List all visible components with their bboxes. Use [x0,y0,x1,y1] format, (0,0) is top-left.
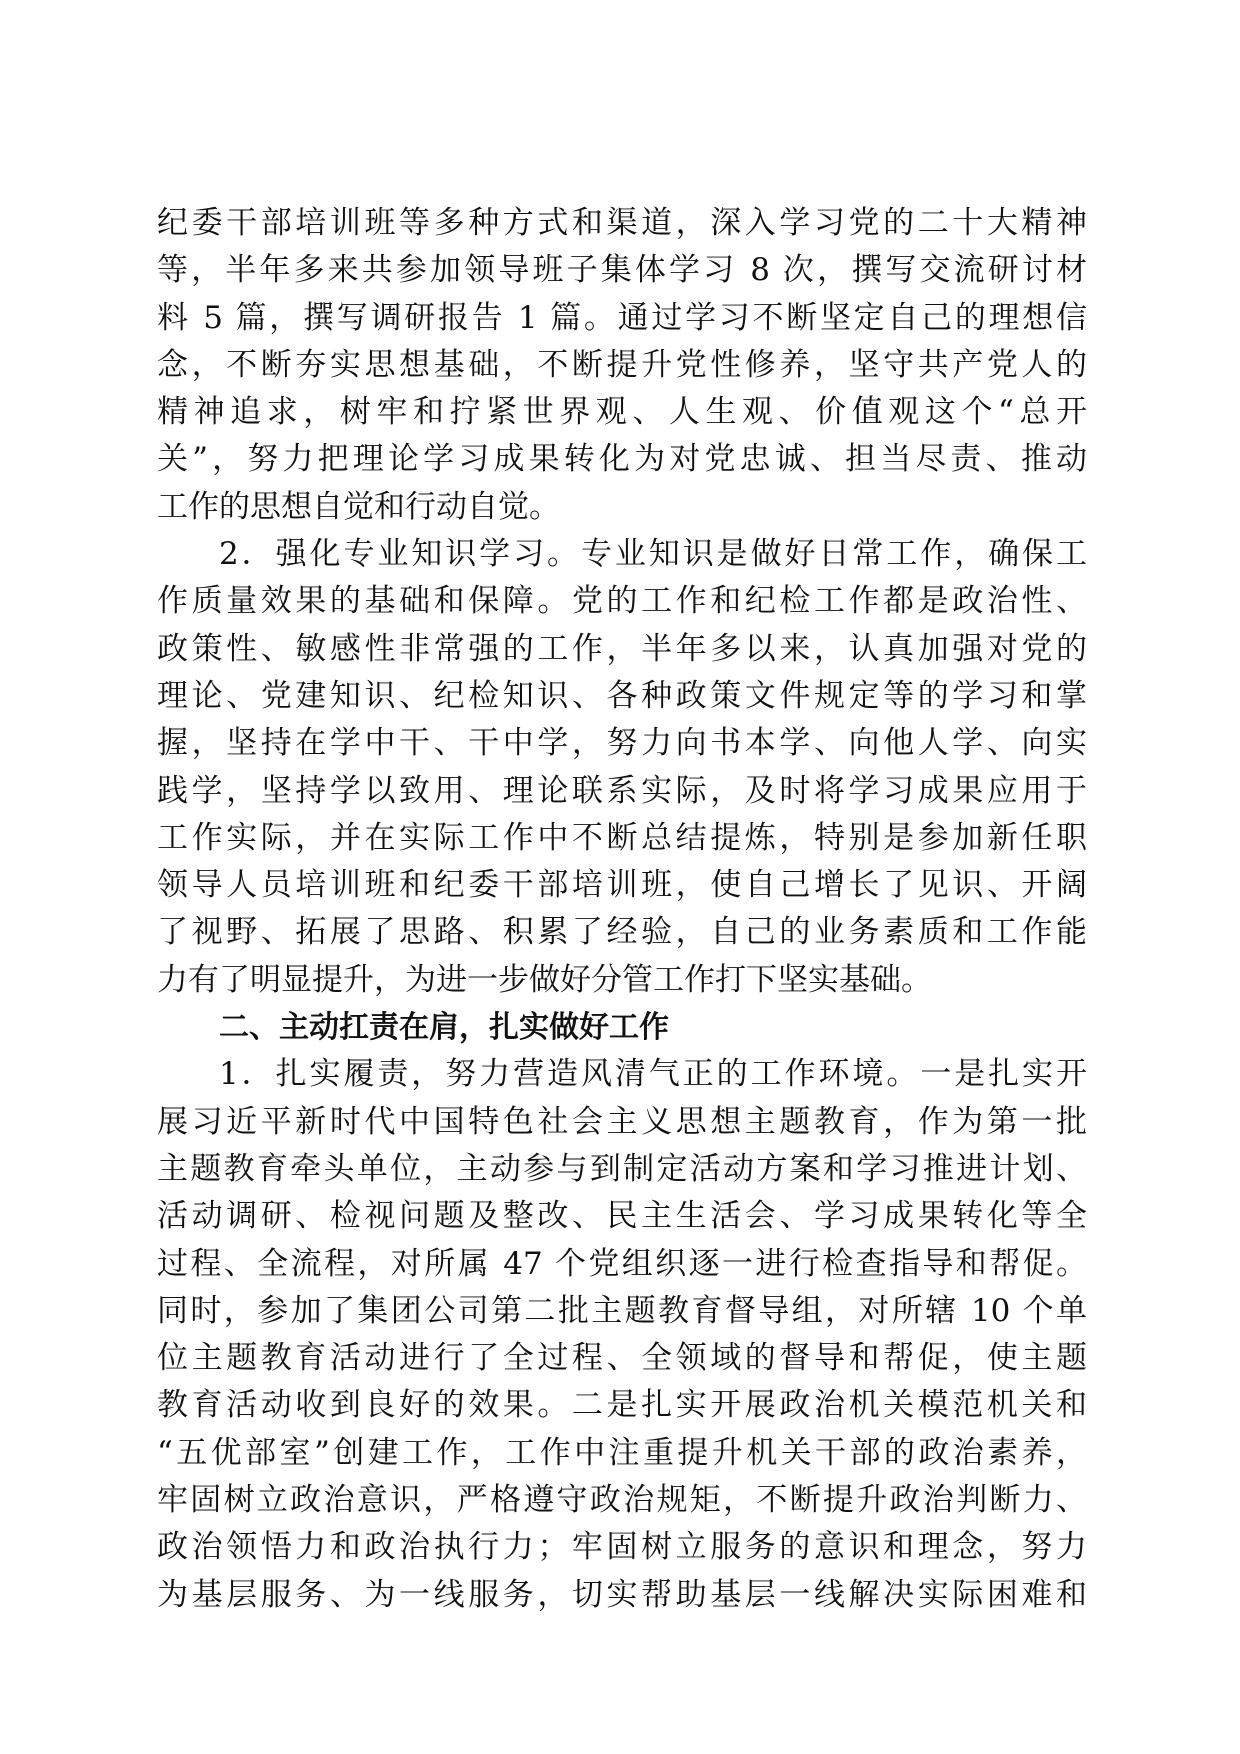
text-line: 过程、全流程，对所属 47 个党组织逐一进行检查指导和帮促。 [157,1245,1087,1282]
text-line: 等，半年多来共参加领导班子集体学习 8 次，撰写交流研讨材 [157,252,1087,289]
text-line: 领导人员培训班和纪委干部培训班，使自己增长了见识、开阔 [157,867,1087,904]
section-heading: 二、主动扛责在肩，扎实做好工作 [219,1010,669,1046]
text-line: 料 5 篇，撰写调研报告 1 篇。通过学习不断坚定自己的理想信 [157,299,1087,336]
text-line: 政治领悟力和政治执行力；牢固树立服务的意识和理念，努力 [157,1529,1087,1566]
paragraph-start-line: 1．扎实履责，努力营造风清气正的工作环境。一是扎实开 [219,1056,1087,1093]
text-line: 念，不断夯实思想基础，不断提升党性修养，坚守共产党人的 [157,346,1087,383]
text-line: 关”，努力把理论学习成果转化为对党忠诚、担当尽责、推动 [157,441,1087,478]
text-line: 工作实际，并在实际工作中不断总结提炼，特别是参加新任职 [157,819,1087,856]
text-line: 为基层服务、为一线服务，切实帮助基层一线解决实际困难和 [157,1576,1087,1613]
text-line: 了视野、拓展了思路、积累了经验，自己的业务素质和工作能 [157,914,1087,951]
text-line: 践学，坚持学以致用、理论联系实际，及时将学习成果应用于 [157,772,1087,809]
text-line: 纪委干部培训班等多种方式和渠道，深入学习党的二十大精神 [157,205,1087,241]
text-line: 工作的思想自觉和行动自觉。 [157,488,560,525]
text-line: 握，坚持在学中干、干中学，努力向书本学、向他人学、向实 [157,725,1087,762]
document-body [157,200,1087,1619]
text-line: 同时，参加了集团公司第二批主题教育督导组，对所辖 10 个单 [157,1292,1087,1329]
text-line: 教育活动收到良好的效果。二是扎实开展政治机关模范机关和 [157,1387,1087,1424]
text-line: 政策性、敏感性非常强的工作，半年多以来，认真加强对党的 [157,630,1087,667]
text-line: 力有了明显提升，为进一步做好分管工作打下坚实基础。 [157,961,932,998]
text-line: 牢固树立政治意识，严格遵守政治规矩，不断提升政治判断力、 [157,1482,1087,1519]
text-line: 主题教育牵头单位，主动参与到制定活动方案和学习推进计划、 [157,1150,1087,1187]
text-line: “五优部室”创建工作，工作中注重提升机关干部的政治素养， [157,1434,1087,1471]
text-line: 活动调研、检视问题及整改、民主生活会、学习成果转化等全 [157,1198,1087,1235]
text-line: 位主题教育活动进行了全过程、全领域的督导和帮促，使主题 [157,1340,1087,1377]
text-line: 作质量效果的基础和保障。党的工作和纪检工作都是政治性、 [157,583,1087,620]
paragraph-start-line: 2．强化专业知识学习。专业知识是做好日常工作，确保工 [219,536,1087,573]
text-line: 展习近平新时代中国特色社会主义思想主题教育，作为第一批 [157,1103,1087,1140]
text-line: 理论、党建知识、纪检知识、各种政策文件规定等的学习和掌 [157,677,1087,714]
text-line: 精神追求，树牢和拧紧世界观、人生观、价值观这个“总开 [157,394,1087,431]
